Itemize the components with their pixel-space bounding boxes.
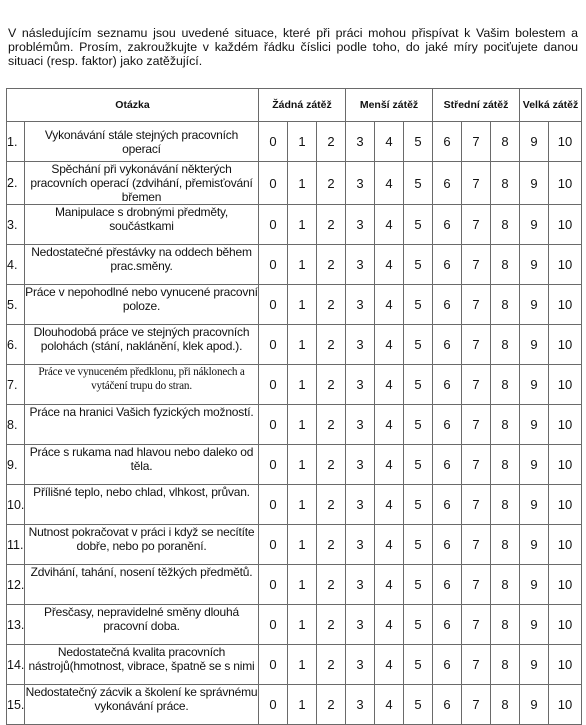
rating-option-0[interactable]: 0: [259, 445, 288, 485]
rating-option-8[interactable]: 8: [491, 245, 520, 285]
rating-option-6[interactable]: 6: [433, 565, 462, 605]
rating-option-7[interactable]: 7: [462, 445, 491, 485]
rating-option-2[interactable]: 2: [317, 365, 346, 405]
rating-option-10[interactable]: 10: [549, 525, 582, 565]
rating-option-8[interactable]: 8: [491, 485, 520, 525]
question-row: [7, 525, 582, 565]
rating-option-9[interactable]: 9: [520, 565, 549, 605]
question-number: 2.: [7, 162, 25, 205]
rating-option-0[interactable]: 0: [259, 645, 288, 685]
rating-option-8[interactable]: 8: [491, 565, 520, 605]
rating-option-0[interactable]: 0: [259, 605, 288, 645]
question-row: [7, 645, 582, 685]
rating-option-5[interactable]: 5: [404, 685, 433, 725]
rating-option-5[interactable]: 5: [404, 645, 433, 685]
rating-option-6[interactable]: 6: [433, 285, 462, 325]
rating-option-10[interactable]: 10: [549, 645, 582, 685]
rating-option-5[interactable]: 5: [404, 485, 433, 525]
group-header-none: Žádná zátěž: [259, 89, 346, 122]
rating-option-3[interactable]: 3: [346, 365, 375, 405]
rating-option-8[interactable]: 8: [491, 685, 520, 725]
rating-option-3[interactable]: 3: [346, 685, 375, 725]
question-text: Zdvihání, tahání, nosení těžkých předmětů.: [25, 565, 259, 605]
question-row: [7, 605, 582, 645]
rating-option-7[interactable]: 7: [462, 245, 491, 285]
question-number: 13.: [7, 605, 25, 645]
rating-option-8[interactable]: 8: [491, 525, 520, 565]
rating-option-10[interactable]: 10: [549, 485, 582, 525]
question-number: 12.: [7, 565, 25, 605]
rating-option-3[interactable]: 3: [346, 485, 375, 525]
rating-option-3[interactable]: 3: [346, 525, 375, 565]
rating-option-5[interactable]: 5: [404, 445, 433, 485]
rating-option-7[interactable]: 7: [462, 122, 491, 162]
rating-option-4[interactable]: 4: [375, 685, 404, 725]
rating-option-2[interactable]: 2: [317, 325, 346, 365]
question-row: [7, 122, 582, 162]
rating-option-7[interactable]: 7: [462, 325, 491, 365]
rating-option-3[interactable]: 3: [346, 162, 375, 205]
rating-option-7[interactable]: 7: [462, 685, 491, 725]
rating-option-10[interactable]: 10: [549, 685, 582, 725]
question-text: Přílišné teplo, nebo chlad, vlhkost, průvan.: [25, 485, 259, 525]
intro-paragraph: V následujícím seznamu jsou uvedené situace, které při práci mohou přispívat k Vašim bolestem a problémům. Prosím, zakroužkujte v každém řádku číslici podle toho, do jaké míry pociťujete danou situaci (resp. faktor) jako zatěžující.: [8, 26, 578, 69]
rating-option-6[interactable]: 6: [433, 325, 462, 365]
question-text: Práce na hranici Vašich fyzických možností.: [25, 405, 259, 445]
rating-option-2[interactable]: 2: [317, 285, 346, 325]
rating-option-8[interactable]: 8: [491, 445, 520, 485]
rating-option-2[interactable]: 2: [317, 565, 346, 605]
rating-option-10[interactable]: 10: [549, 325, 582, 365]
rating-option-0[interactable]: 0: [259, 685, 288, 725]
rating-option-7[interactable]: 7: [462, 405, 491, 445]
question-row: [7, 565, 582, 605]
rating-option-9[interactable]: 9: [520, 162, 549, 205]
rating-option-1[interactable]: 1: [288, 565, 317, 605]
question-number: 6.: [7, 325, 25, 365]
rating-option-4[interactable]: 4: [375, 122, 404, 162]
rating-option-9[interactable]: 9: [520, 365, 549, 405]
rating-option-10[interactable]: 10: [549, 245, 582, 285]
rating-option-0[interactable]: 0: [259, 405, 288, 445]
rating-option-7[interactable]: 7: [462, 605, 491, 645]
question-row: [7, 325, 582, 365]
rating-option-2[interactable]: 2: [317, 645, 346, 685]
question-text: Práce s rukama nad hlavou nebo daleko od těla.: [25, 445, 259, 485]
rating-option-3[interactable]: 3: [346, 445, 375, 485]
rating-option-4[interactable]: 4: [375, 645, 404, 685]
rating-option-9[interactable]: 9: [520, 645, 549, 685]
rating-option-8[interactable]: 8: [491, 365, 520, 405]
rating-option-0[interactable]: 0: [259, 162, 288, 205]
question-number: 14.: [7, 645, 25, 685]
question-row: [7, 162, 582, 205]
rating-option-5[interactable]: 5: [404, 525, 433, 565]
rating-option-8[interactable]: 8: [491, 205, 520, 245]
rating-option-0[interactable]: 0: [259, 565, 288, 605]
question-text: Spěchání při vykonávání některých pracovních operací (zdvihání, přemisťování břemen: [25, 162, 259, 205]
rating-option-4[interactable]: 4: [375, 205, 404, 245]
rating-option-10[interactable]: 10: [549, 405, 582, 445]
rating-option-7[interactable]: 7: [462, 525, 491, 565]
question-text: Nutnost pokračovat v práci i když se necítíte dobře, nebo po poranění.: [25, 525, 259, 565]
question-header: Otázka: [7, 89, 259, 122]
rating-option-1[interactable]: 1: [288, 325, 317, 365]
rating-option-5[interactable]: 5: [404, 325, 433, 365]
rating-option-9[interactable]: 9: [520, 122, 549, 162]
rating-option-8[interactable]: 8: [491, 405, 520, 445]
rating-option-0[interactable]: 0: [259, 205, 288, 245]
rating-option-5[interactable]: 5: [404, 605, 433, 645]
question-number: 7.: [7, 365, 25, 405]
rating-option-1[interactable]: 1: [288, 245, 317, 285]
rating-option-3[interactable]: 3: [346, 285, 375, 325]
question-text: Nedostatečný zácvik a školení ke správnému vykonávání práce.: [25, 685, 259, 725]
rating-option-2[interactable]: 2: [317, 405, 346, 445]
question-row: [7, 405, 582, 445]
rating-option-4[interactable]: 4: [375, 605, 404, 645]
rating-option-3[interactable]: 3: [346, 325, 375, 365]
rating-option-4[interactable]: 4: [375, 405, 404, 445]
question-row: [7, 245, 582, 285]
rating-option-1[interactable]: 1: [288, 285, 317, 325]
rating-option-4[interactable]: 4: [375, 525, 404, 565]
question-text: Přesčasy, nepravidelné směny dlouhá pracovní doba.: [25, 605, 259, 645]
rating-option-2[interactable]: 2: [317, 205, 346, 245]
group-header-minor: Menší zátěž: [346, 89, 433, 122]
rating-option-1[interactable]: 1: [288, 445, 317, 485]
rating-option-7[interactable]: 7: [462, 365, 491, 405]
rating-option-2[interactable]: 2: [317, 605, 346, 645]
rating-option-0[interactable]: 0: [259, 285, 288, 325]
question-text: Práce v nepohodlné nebo vynucené pracovní poloze.: [25, 285, 259, 325]
question-number: 9.: [7, 445, 25, 485]
rating-option-0[interactable]: 0: [259, 485, 288, 525]
rating-option-7[interactable]: 7: [462, 565, 491, 605]
rating-option-6[interactable]: 6: [433, 685, 462, 725]
rating-option-3[interactable]: 3: [346, 565, 375, 605]
rating-option-6[interactable]: 6: [433, 605, 462, 645]
rating-option-3[interactable]: 3: [346, 405, 375, 445]
question-text: Manipulace s drobnými předměty, součástkami: [25, 205, 259, 245]
rating-option-3[interactable]: 3: [346, 205, 375, 245]
rating-option-8[interactable]: 8: [491, 325, 520, 365]
rating-option-1[interactable]: 1: [288, 485, 317, 525]
question-number: 1.: [7, 122, 25, 162]
rating-option-6[interactable]: 6: [433, 162, 462, 205]
rating-option-5[interactable]: 5: [404, 565, 433, 605]
rating-option-2[interactable]: 2: [317, 122, 346, 162]
rating-option-0[interactable]: 0: [259, 525, 288, 565]
question-row: [7, 685, 582, 725]
rating-option-2[interactable]: 2: [317, 162, 346, 205]
rating-option-4[interactable]: 4: [375, 445, 404, 485]
rating-option-2[interactable]: 2: [317, 485, 346, 525]
rating-option-6[interactable]: 6: [433, 365, 462, 405]
rating-option-3[interactable]: 3: [346, 122, 375, 162]
rating-option-7[interactable]: 7: [462, 485, 491, 525]
rating-option-8[interactable]: 8: [491, 122, 520, 162]
question-number: 8.: [7, 405, 25, 445]
rating-option-5[interactable]: 5: [404, 405, 433, 445]
rating-option-4[interactable]: 4: [375, 245, 404, 285]
rating-option-7[interactable]: 7: [462, 162, 491, 205]
rating-option-3[interactable]: 3: [346, 645, 375, 685]
rating-option-9[interactable]: 9: [520, 245, 549, 285]
rating-option-6[interactable]: 6: [433, 205, 462, 245]
rating-option-10[interactable]: 10: [549, 285, 582, 325]
rating-option-1[interactable]: 1: [288, 405, 317, 445]
rating-option-3[interactable]: 3: [346, 245, 375, 285]
question-number: 10.: [7, 485, 25, 525]
rating-option-0[interactable]: 0: [259, 365, 288, 405]
rating-option-2[interactable]: 2: [317, 245, 346, 285]
rating-option-2[interactable]: 2: [317, 445, 346, 485]
rating-option-8[interactable]: 8: [491, 605, 520, 645]
rating-option-8[interactable]: 8: [491, 645, 520, 685]
rating-option-2[interactable]: 2: [317, 525, 346, 565]
question-text: Nedostatečné přestávky na oddech během prac.směny.: [25, 245, 259, 285]
rating-option-8[interactable]: 8: [491, 162, 520, 205]
rating-option-1[interactable]: 1: [288, 365, 317, 405]
rating-option-10[interactable]: 10: [549, 445, 582, 485]
rating-option-1[interactable]: 1: [288, 122, 317, 162]
rating-option-10[interactable]: 10: [549, 162, 582, 205]
rating-option-4[interactable]: 4: [375, 325, 404, 365]
rating-option-9[interactable]: 9: [520, 525, 549, 565]
rating-option-9[interactable]: 9: [520, 405, 549, 445]
rating-option-4[interactable]: 4: [375, 365, 404, 405]
rating-option-1[interactable]: 1: [288, 605, 317, 645]
question-number: 5.: [7, 285, 25, 325]
rating-option-1[interactable]: 1: [288, 525, 317, 565]
rating-option-0[interactable]: 0: [259, 325, 288, 365]
rating-option-10[interactable]: 10: [549, 565, 582, 605]
rating-option-10[interactable]: 10: [549, 205, 582, 245]
rating-option-6[interactable]: 6: [433, 645, 462, 685]
question-text: Práce ve vynuceném předklonu, při náklonech a vytáčení trupu do stran.: [25, 365, 259, 405]
header-row: [7, 89, 582, 122]
rating-option-8[interactable]: 8: [491, 285, 520, 325]
rating-option-9[interactable]: 9: [520, 205, 549, 245]
rating-option-5[interactable]: 5: [404, 245, 433, 285]
rating-option-9[interactable]: 9: [520, 485, 549, 525]
question-row: [7, 445, 582, 485]
rating-option-1[interactable]: 1: [288, 205, 317, 245]
rating-option-7[interactable]: 7: [462, 205, 491, 245]
rating-option-10[interactable]: 10: [549, 122, 582, 162]
rating-option-1[interactable]: 1: [288, 645, 317, 685]
rating-option-5[interactable]: 5: [404, 205, 433, 245]
rating-option-4[interactable]: 4: [375, 285, 404, 325]
rating-option-6[interactable]: 6: [433, 485, 462, 525]
question-text: Nedostatečná kvalita pracovních nástrojů(hmotnost, vibrace, špatně se s nimi: [25, 645, 259, 685]
rating-option-9[interactable]: 9: [520, 685, 549, 725]
question-number: 15.: [7, 685, 25, 725]
rating-option-9[interactable]: 9: [520, 605, 549, 645]
rating-option-2[interactable]: 2: [317, 685, 346, 725]
question-number: 11.: [7, 525, 25, 565]
question-row: [7, 365, 582, 405]
question-text: Vykonávání stále stejných pracovních operací: [25, 122, 259, 162]
group-header-medium: Střední zátěž: [433, 89, 520, 122]
rating-option-10[interactable]: 10: [549, 365, 582, 405]
rating-option-9[interactable]: 9: [520, 445, 549, 485]
rating-option-6[interactable]: 6: [433, 405, 462, 445]
rating-option-6[interactable]: 6: [433, 445, 462, 485]
rating-option-6[interactable]: 6: [433, 525, 462, 565]
rating-option-9[interactable]: 9: [520, 285, 549, 325]
rating-option-4[interactable]: 4: [375, 162, 404, 205]
question-row: [7, 205, 582, 245]
question-number: 4.: [7, 245, 25, 285]
rating-option-0[interactable]: 0: [259, 122, 288, 162]
rating-option-1[interactable]: 1: [288, 685, 317, 725]
rating-option-0[interactable]: 0: [259, 245, 288, 285]
rating-option-5[interactable]: 5: [404, 365, 433, 405]
question-row: [7, 285, 582, 325]
question-number: 3.: [7, 205, 25, 245]
rating-option-10[interactable]: 10: [549, 605, 582, 645]
rating-option-9[interactable]: 9: [520, 325, 549, 365]
rating-option-3[interactable]: 3: [346, 605, 375, 645]
rating-option-7[interactable]: 7: [462, 645, 491, 685]
rating-option-1[interactable]: 1: [288, 162, 317, 205]
rating-option-6[interactable]: 6: [433, 122, 462, 162]
rating-option-6[interactable]: 6: [433, 245, 462, 285]
question-row: [7, 485, 582, 525]
rating-option-4[interactable]: 4: [375, 565, 404, 605]
rating-option-5[interactable]: 5: [404, 285, 433, 325]
rating-option-5[interactable]: 5: [404, 162, 433, 205]
group-header-major: Velká zátěž: [520, 89, 582, 122]
rating-option-7[interactable]: 7: [462, 285, 491, 325]
rating-option-4[interactable]: 4: [375, 485, 404, 525]
question-text: Dlouhodobá práce ve stejných pracovních polohách (stání, naklánění, klek apod.).: [25, 325, 259, 365]
rating-option-5[interactable]: 5: [404, 122, 433, 162]
questionnaire-table: [6, 88, 582, 725]
